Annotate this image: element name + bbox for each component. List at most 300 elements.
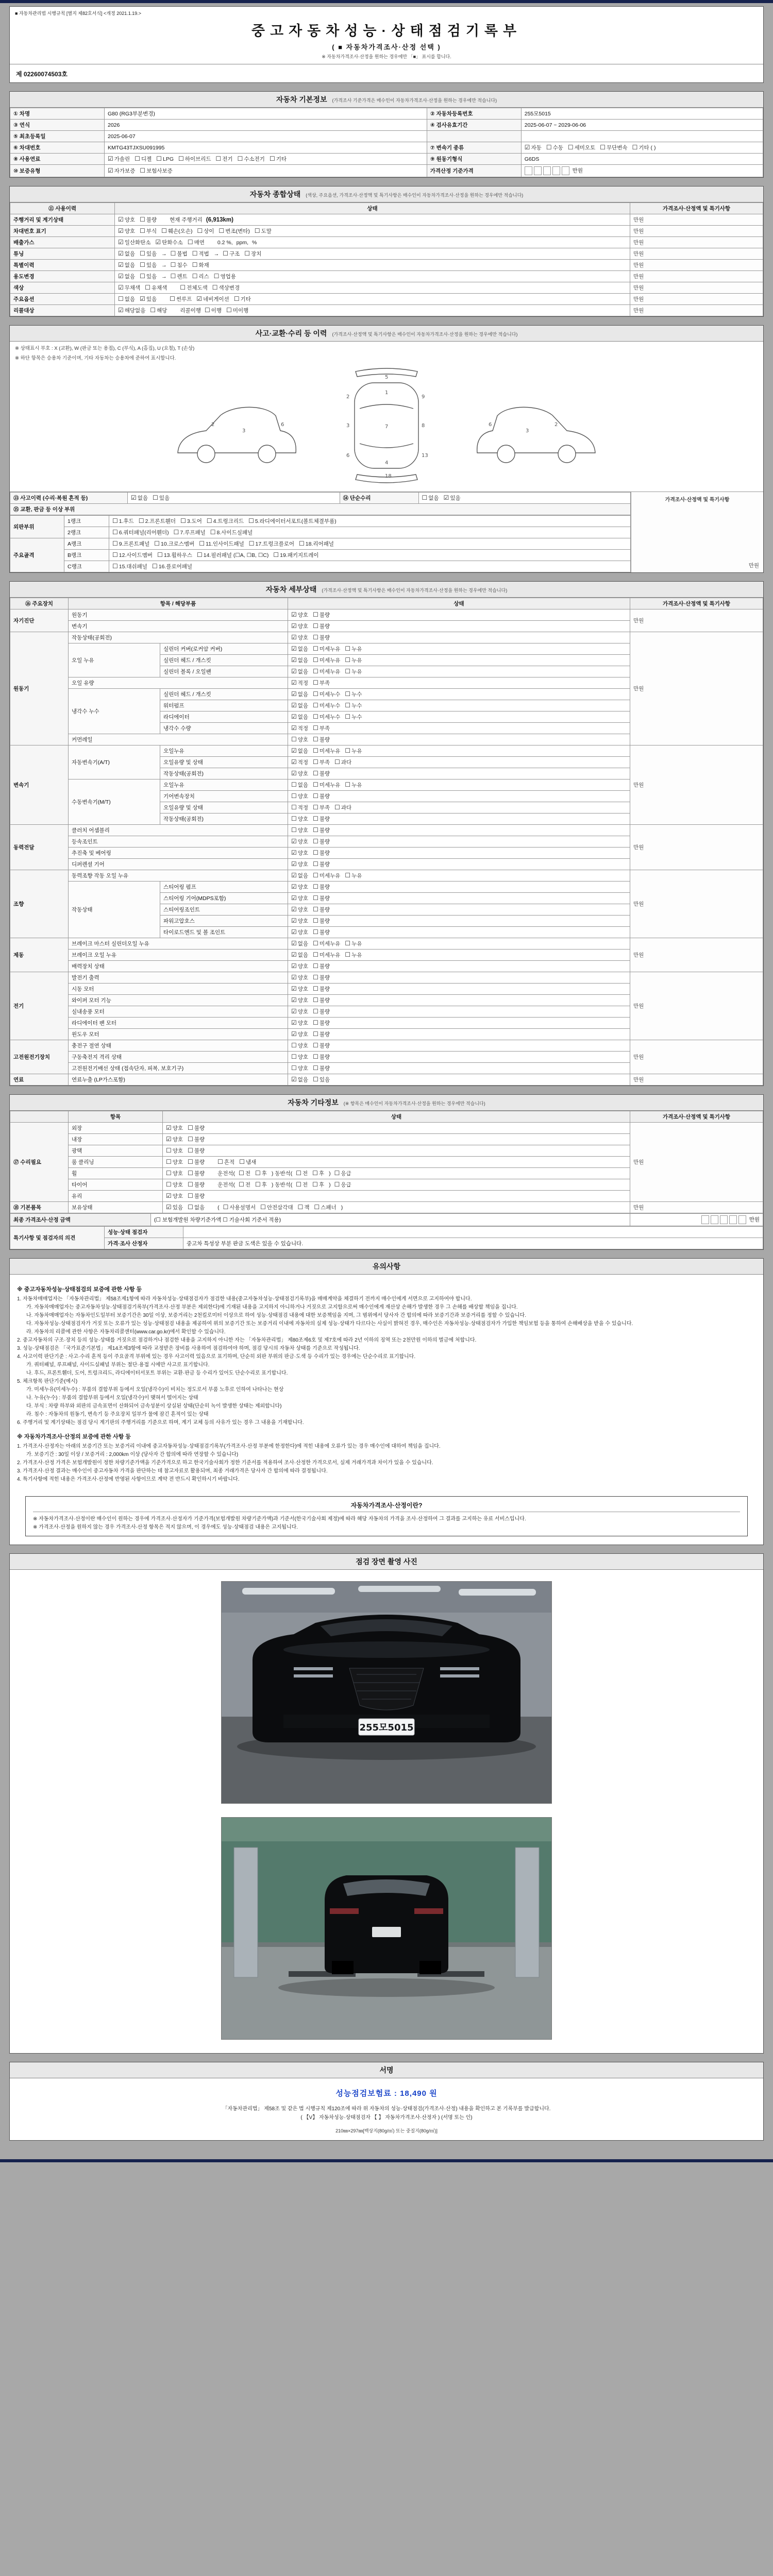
checkbox-icon[interactable]: ☐: [313, 940, 318, 947]
checkbox-icon[interactable]: ☐: [313, 747, 318, 754]
checkbox-icon[interactable]: ☐: [255, 1181, 261, 1188]
checkbox-icon[interactable]: ☐: [313, 724, 318, 732]
checkbox-icon[interactable]: ☐: [313, 985, 318, 992]
checkbox-checked-icon[interactable]: ☑: [118, 284, 124, 291]
checkbox-icon[interactable]: ☐: [291, 781, 297, 788]
checkbox-icon[interactable]: ☐: [313, 1019, 318, 1026]
checkbox-checked-icon[interactable]: ☑: [291, 974, 297, 981]
checkbox-label: 양호: [297, 850, 309, 856]
checkbox-icon[interactable]: ☐: [244, 250, 250, 257]
checkbox-icon[interactable]: ☐: [546, 144, 552, 151]
checkbox-icon[interactable]: ☐: [213, 273, 220, 280]
item-state: [288, 768, 630, 779]
checkbox-label: 6.쿼터패널(리어휀더): [119, 530, 169, 536]
rank-table: [10, 515, 631, 572]
checkbox-label: 후: [261, 1182, 267, 1188]
checkbox-icon[interactable]: ☐: [313, 770, 318, 777]
checkbox-checked-icon[interactable]: ☑: [118, 227, 124, 234]
checkbox-checked-icon[interactable]: ☑: [118, 307, 124, 314]
item-part: 실린더 커버(로커암 커버): [160, 643, 288, 655]
checkbox-icon[interactable]: ☐: [140, 250, 145, 257]
checkbox-icon[interactable]: ☐: [314, 1204, 320, 1211]
checkbox-checked-icon[interactable]: ☑: [291, 679, 297, 686]
checkbox-icon[interactable]: ☐: [313, 1064, 318, 1072]
checkbox-icon[interactable]: ☐: [112, 551, 118, 558]
col-item: 항목 / 해당부품: [69, 598, 288, 609]
checkbox-label: 화재: [198, 262, 209, 268]
checkbox-label: 누유: [351, 782, 362, 788]
notes-line: 가. 자동차매매업자는 중고자동차성능·상태점검기록부(가격조사·산정 부분은 제외한다)에 기재된 내용을 고지하지 아니하거나 거짓으로 고지함으로써 매수인에게 재산상 손해가 발생한 경우 그 손해를 배상할 책임을 집니다.: [26, 1304, 518, 1310]
warranty-type-options: [105, 165, 427, 177]
checkbox-icon[interactable]: ☐: [313, 736, 318, 743]
checkbox-icon[interactable]: ☐: [313, 838, 318, 845]
checkbox-icon[interactable]: ☐: [313, 996, 318, 1004]
checkbox-checked-icon[interactable]: ☑: [291, 962, 297, 970]
checkbox-label: 불량: [319, 623, 330, 630]
checkbox-icon[interactable]: ☐: [313, 883, 318, 890]
item-state: [288, 609, 630, 621]
checkbox-icon[interactable]: ☐: [313, 758, 318, 766]
usage-item-state: [115, 248, 630, 260]
usage-item-price: 만원: [630, 226, 763, 237]
checkbox-icon[interactable]: ☐: [313, 634, 318, 641]
checkbox-icon[interactable]: ☐: [345, 702, 351, 709]
repair-item-state: [163, 1179, 630, 1191]
item-name: 브레이크 오일 누유: [69, 950, 288, 961]
checkbox-checked-icon[interactable]: ☑: [291, 1019, 297, 1026]
checkbox-icon[interactable]: ☐: [173, 529, 179, 536]
checkbox-checked-icon[interactable]: ☑: [291, 849, 297, 856]
checkbox-icon[interactable]: ☐: [291, 1042, 297, 1049]
accident-table: [10, 492, 631, 515]
checkbox-icon[interactable]: ☐: [291, 1053, 297, 1060]
checkbox-icon[interactable]: ☐: [135, 155, 140, 162]
checkbox-icon[interactable]: ☐: [140, 273, 145, 280]
inline-text: ) 동반석(: [271, 1171, 293, 1177]
checkbox-label: 양호: [172, 1137, 183, 1143]
checkbox-checked-icon[interactable]: ☑: [118, 216, 124, 223]
repair-row: [10, 1123, 763, 1134]
checkbox-checked-icon[interactable]: ☑: [166, 1136, 172, 1143]
checkbox-checked-icon[interactable]: ☑: [166, 1124, 172, 1131]
checkbox-label: 불량: [194, 1148, 205, 1154]
repair-item-label: 광택: [69, 1145, 163, 1157]
checkbox-checked-icon[interactable]: ☑: [291, 872, 297, 879]
checkbox-label: 5.라디에이터서포트(볼트체결부품): [255, 518, 337, 524]
price-digit-box: [525, 166, 532, 175]
checkbox-icon[interactable]: ☐: [145, 284, 150, 291]
checkbox-icon[interactable]: ☐: [197, 227, 203, 234]
item-name: 고전원전기배선 상태 (접속단자, 피복, 보호기구): [69, 1063, 288, 1074]
checkbox-icon[interactable]: ☐: [313, 815, 318, 822]
checkbox-icon[interactable]: ☐: [188, 1158, 193, 1165]
checkbox-icon[interactable]: ☐: [204, 307, 210, 314]
notes-line: 나. 자동차매매업자는 자동차인도일부터 보증기간은 30일 이상, 보증거리는 2천킬로미터 이상으로 하여 성능·상태점검 내용에 대한 보증책임을 지며, 그 범위에서 당사자 간 합의에 따라 보증기간과 보증거리를 정할 수 있습니다.: [26, 1313, 526, 1318]
checkbox-icon[interactable]: ☐: [632, 144, 638, 151]
checkbox-checked-icon[interactable]: ☑: [291, 634, 297, 641]
checkbox-checked-icon[interactable]: ☑: [291, 940, 297, 947]
checkbox-icon[interactable]: ☐: [313, 906, 318, 913]
checkbox-icon[interactable]: ☐: [313, 917, 318, 924]
checkbox-checked-icon[interactable]: ☑: [291, 770, 297, 777]
checkbox-label: 침수: [177, 262, 188, 268]
checkbox-checked-icon[interactable]: ☑: [291, 758, 297, 766]
checkbox-icon[interactable]: ☐: [188, 1170, 193, 1177]
checkbox-checked-icon[interactable]: ☑: [291, 668, 297, 675]
checkbox-icon[interactable]: ☐: [112, 540, 118, 547]
checkbox-icon[interactable]: ☐: [239, 1181, 244, 1188]
checkbox-checked-icon[interactable]: ☑: [166, 1192, 172, 1199]
checkbox-icon[interactable]: ☐: [334, 1170, 340, 1177]
checkbox-label: 불량: [194, 1193, 205, 1199]
checkbox-icon[interactable]: ☐: [161, 227, 167, 234]
item-state: [288, 825, 630, 836]
checkbox-label: 미세누유: [319, 657, 341, 664]
checkbox-icon[interactable]: ☐: [313, 713, 318, 720]
checkbox-icon[interactable]: ☐: [170, 295, 175, 302]
transmission-options: [521, 142, 763, 154]
checkbox-checked-icon[interactable]: ☑: [155, 239, 161, 246]
inspection-period-label: ④ 검사유효기간: [427, 120, 521, 131]
checkbox-icon[interactable]: ☐: [313, 951, 318, 958]
item-part: 실린더 헤드 / 개스킷: [160, 689, 288, 700]
price-column-header: 가격조사·산정액 및 특기사항: [665, 497, 730, 503]
checkbox-icon[interactable]: ☐: [166, 1181, 172, 1188]
checkbox-icon[interactable]: ☐: [345, 781, 351, 788]
checkbox-icon[interactable]: ☐: [291, 826, 297, 834]
checkbox-label: 썬루프: [176, 296, 192, 302]
checkbox-checked-icon[interactable]: ☑: [524, 144, 530, 151]
rank-row: [10, 527, 631, 538]
checkbox-label: 누수: [351, 703, 362, 709]
checkbox-icon[interactable]: ☐: [312, 1181, 318, 1188]
checkbox-checked-icon[interactable]: ☑: [166, 1204, 172, 1211]
checkbox-icon[interactable]: ☐: [233, 295, 240, 302]
checkbox-icon[interactable]: ☐: [166, 1158, 172, 1165]
checkbox-icon[interactable]: ☐: [296, 1181, 302, 1188]
checkbox-checked-icon[interactable]: ☑: [118, 250, 124, 257]
checkbox-icon[interactable]: ☐: [254, 227, 260, 234]
checkbox-icon[interactable]: ☐: [313, 679, 318, 686]
checkbox-checked-icon[interactable]: ☑: [291, 928, 297, 936]
accident-left: [10, 492, 631, 572]
checkbox-label: 양호: [297, 793, 309, 800]
checkbox-icon[interactable]: ☐: [212, 284, 218, 291]
car-name-value: G80 (RG3부분변경): [105, 108, 427, 120]
checkbox-icon[interactable]: ☐: [248, 540, 255, 547]
checkbox-icon[interactable]: ☐: [156, 155, 162, 162]
checkbox-label: 양호: [297, 737, 309, 743]
checkbox-label: 하이브리드: [184, 156, 211, 162]
checkbox-icon[interactable]: ☐: [188, 1124, 193, 1131]
checkbox-icon[interactable]: ☐: [219, 227, 225, 234]
accident-grid: [10, 492, 763, 572]
checkbox-icon[interactable]: ☐: [192, 273, 198, 280]
vin-value: KMTG43TJXSU091995: [105, 142, 427, 154]
checkbox-icon[interactable]: ☐: [170, 250, 176, 257]
checkbox-checked-icon[interactable]: ☑: [118, 273, 124, 280]
checkbox-icon[interactable]: ☐: [313, 872, 318, 879]
checkbox-icon[interactable]: ☐: [313, 849, 318, 856]
checkbox-icon[interactable]: ☐: [345, 951, 351, 958]
checkbox-label: 불량: [319, 1031, 330, 1038]
item-state: [288, 643, 630, 655]
checkbox-icon[interactable]: ☐: [273, 551, 279, 558]
checkbox-icon[interactable]: ☐: [239, 1170, 244, 1177]
checkbox-icon[interactable]: ☐: [178, 155, 184, 162]
checkbox-icon[interactable]: ☐: [206, 517, 212, 524]
checkbox-icon[interactable]: ☐: [313, 622, 318, 630]
checkbox-icon[interactable]: ☐: [345, 690, 351, 698]
checkbox-checked-icon[interactable]: ☑: [443, 494, 449, 501]
checkbox-label: 가솔린: [114, 156, 130, 162]
checkbox-icon[interactable]: ☐: [313, 1076, 318, 1083]
checkbox-checked-icon[interactable]: ☑: [291, 622, 297, 630]
opinion-label: 특기사항 및 점검자의 의견: [10, 1227, 105, 1249]
checkbox-checked-icon[interactable]: ☑: [291, 1008, 297, 1015]
checkbox-icon[interactable]: ☐: [313, 792, 318, 800]
checkbox-checked-icon[interactable]: ☑: [291, 702, 297, 709]
checkbox-icon[interactable]: ☐: [345, 713, 351, 720]
group-price: 만원: [630, 1040, 763, 1074]
model-year-value: 2026: [105, 120, 427, 131]
checkbox-label: 불량: [319, 1054, 330, 1060]
checkbox-checked-icon[interactable]: ☑: [118, 239, 124, 246]
checkbox-icon[interactable]: ☐: [166, 1170, 172, 1177]
checkbox-icon[interactable]: ☐: [188, 1147, 193, 1154]
rank-row: [10, 550, 631, 561]
checkbox-icon[interactable]: ☐: [422, 494, 428, 501]
checkbox-label: 누유: [351, 646, 362, 652]
checkbox-icon[interactable]: ☐: [226, 307, 232, 314]
section-note: (가격조사·산정액 및 특기사항은 매수인이 자동차가격조사·산정을 원하는 경우에만 적습니다): [322, 588, 508, 593]
checkbox-icon[interactable]: ☐: [313, 702, 318, 709]
checkbox-icon[interactable]: ☐: [140, 227, 145, 234]
checkbox-icon[interactable]: ☐: [334, 758, 340, 766]
checkbox-icon[interactable]: ☐: [112, 563, 118, 570]
checkbox-icon[interactable]: ☐: [223, 1204, 229, 1211]
rank-row: [10, 538, 631, 550]
checkbox-label: 사용설명서: [229, 1205, 256, 1211]
checkbox-icon[interactable]: ☐: [112, 517, 118, 524]
checkbox-label: 부족: [319, 680, 330, 686]
checkbox-icon[interactable]: ☐: [345, 872, 351, 879]
checkbox-checked-icon[interactable]: ☑: [291, 656, 297, 664]
checkbox-icon[interactable]: ☐: [296, 1170, 302, 1177]
checkbox-icon[interactable]: ☐: [140, 216, 145, 223]
checkbox-icon[interactable]: ☐: [313, 974, 318, 981]
checkbox-icon[interactable]: ☐: [291, 1064, 297, 1072]
checkbox-icon[interactable]: ☐: [170, 273, 176, 280]
checkbox-icon[interactable]: ☐: [312, 1170, 318, 1177]
vin-label: ⑥ 차대번호: [10, 142, 105, 154]
signature-roles: ( 【V】 자동차성능·상태점검자 【 】 자동차가격조사·산정자 ) (서명 또는 인): [300, 2115, 473, 2121]
checkbox-icon[interactable]: ☐: [187, 239, 193, 246]
item-part: 작동상태(공회전): [160, 768, 288, 779]
checkbox-icon[interactable]: ☐: [313, 1053, 318, 1060]
checkbox-icon[interactable]: ☐: [154, 540, 160, 547]
checkbox-icon[interactable]: ☐: [313, 962, 318, 970]
checkbox-icon[interactable]: ☐: [291, 792, 297, 800]
checkbox-icon[interactable]: ☐: [248, 517, 254, 524]
checkbox-label: 있음: [450, 495, 461, 501]
checkbox-icon[interactable]: ☐: [180, 284, 186, 291]
device-name: 전기: [10, 972, 69, 1040]
checkbox-icon[interactable]: ☐: [152, 563, 158, 570]
checkbox-label: 구조: [229, 251, 240, 257]
checkbox-icon[interactable]: ☐: [223, 250, 229, 257]
checkbox-icon[interactable]: ☐: [269, 155, 275, 162]
checkbox-icon[interactable]: ☐: [313, 656, 318, 664]
checkbox-checked-icon[interactable]: ☑: [291, 860, 297, 868]
checkbox-icon[interactable]: ☐: [188, 1181, 193, 1188]
checkbox-icon[interactable]: ☐: [188, 1204, 193, 1211]
checkbox-icon[interactable]: ☐: [188, 1136, 193, 1143]
checkbox-checked-icon[interactable]: ☑: [291, 996, 297, 1004]
checkbox-icon[interactable]: ☐: [153, 494, 158, 501]
checkbox-checked-icon[interactable]: ☑: [140, 295, 145, 302]
detail-row: [10, 938, 763, 950]
checkbox-icon[interactable]: ☐: [188, 1192, 193, 1199]
svg-text:2: 2: [554, 422, 558, 428]
checkbox-icon[interactable]: ☐: [157, 551, 163, 558]
checkbox-icon[interactable]: ☐: [150, 307, 156, 314]
checkbox-checked-icon[interactable]: ☑: [291, 713, 297, 720]
checkbox-checked-icon[interactable]: ☑: [291, 917, 297, 924]
notes-line: 나. 후드, 프론트휀더, 도어, 트렁크리드, 라디에이터서포트 부위는 교환·판금 등 수리가 있어도 단순수리로 표기합니다.: [26, 1370, 288, 1376]
checkbox-label: 없음: [297, 748, 309, 754]
checkbox-icon[interactable]: ☐: [291, 736, 297, 743]
checkbox-icon[interactable]: ☐: [313, 1008, 318, 1015]
checkbox-icon[interactable]: ☐: [313, 860, 318, 868]
checkbox-icon[interactable]: ☐: [255, 1170, 261, 1177]
checkbox-checked-icon[interactable]: ☑: [108, 155, 113, 162]
checkbox-icon[interactable]: ☐: [170, 261, 176, 268]
checkbox-icon[interactable]: ☐: [567, 144, 574, 151]
checkbox-checked-icon[interactable]: ☑: [291, 1030, 297, 1038]
checkbox-checked-icon[interactable]: ☑: [291, 645, 297, 652]
checkbox-icon[interactable]: ☐: [313, 928, 318, 936]
checkbox-checked-icon[interactable]: ☑: [291, 1076, 297, 1083]
checkbox-checked-icon[interactable]: ☑: [291, 906, 297, 913]
checkbox-icon[interactable]: ☐: [600, 144, 606, 151]
checkbox-icon[interactable]: ☐: [217, 1158, 223, 1165]
checkbox-icon[interactable]: ☐: [180, 517, 186, 524]
checkbox-label: 안전삼각대: [266, 1205, 293, 1211]
checkbox-checked-icon[interactable]: ☑: [291, 838, 297, 845]
checkbox-icon[interactable]: ☐: [199, 540, 205, 547]
bottom-navy-bar: [0, 2159, 773, 2162]
checkbox-label: 후: [318, 1171, 325, 1177]
checkbox-icon[interactable]: ☐: [313, 826, 318, 834]
repair-item-label: 휠: [69, 1168, 163, 1179]
checkbox-icon[interactable]: ☐: [239, 1158, 245, 1165]
checkbox-label: 3.도어: [187, 518, 202, 524]
item-state: [288, 972, 630, 984]
checkbox-label: 있음: [146, 296, 157, 302]
checkbox-icon[interactable]: ☐: [210, 529, 216, 536]
checkbox-icon[interactable]: ☐: [313, 645, 318, 652]
checkbox-checked-icon[interactable]: ☑: [131, 494, 137, 501]
checkbox-icon[interactable]: ☐: [192, 261, 198, 268]
group-price: 만원: [630, 609, 763, 632]
checkbox-label: 영업용: [220, 274, 236, 280]
checkbox-label: 양호: [297, 1020, 309, 1026]
checkbox-checked-icon[interactable]: ☑: [291, 724, 297, 732]
checkbox-label: 없음: [297, 703, 309, 709]
checkbox-icon[interactable]: ☐: [291, 804, 297, 811]
checkbox-icon[interactable]: ☐: [313, 668, 318, 675]
checkbox-icon[interactable]: ☐: [313, 781, 318, 788]
checkbox-icon[interactable]: ☐: [197, 551, 203, 558]
checkbox-checked-icon[interactable]: ☑: [291, 985, 297, 992]
checkbox-icon[interactable]: ☐: [334, 804, 340, 811]
checkbox-icon[interactable]: ☐: [299, 540, 305, 547]
checkbox-icon[interactable]: ☐: [166, 1147, 172, 1154]
item-part: 오일누유: [160, 779, 288, 791]
checkbox-checked-icon[interactable]: ☑: [108, 167, 113, 174]
checkbox-icon[interactable]: ☐: [313, 1042, 318, 1049]
checkbox-icon[interactable]: ☐: [313, 690, 318, 698]
checkbox-checked-icon[interactable]: ☑: [291, 951, 297, 958]
checkbox-icon[interactable]: ☐: [313, 894, 318, 902]
checkbox-label: 19.패키지트레이: [280, 552, 319, 558]
checkbox-checked-icon[interactable]: ☑: [291, 894, 297, 902]
checkbox-icon[interactable]: ☐: [112, 529, 118, 536]
checkbox-checked-icon[interactable]: ☑: [196, 295, 203, 302]
checkbox-icon[interactable]: ☐: [297, 1204, 304, 1211]
checkbox-icon[interactable]: ☐: [345, 940, 351, 947]
repair-item-label: 외장: [69, 1123, 163, 1134]
checkbox-icon[interactable]: ☐: [192, 250, 198, 257]
checkbox-icon[interactable]: ☐: [291, 815, 297, 822]
checkbox-icon[interactable]: ☐: [334, 1181, 340, 1188]
notes-line: 다. 자동차성능·상태점검자가 거짓 또는 오류가 있는 성능·상태점검 내용을 제공하여 위의 보증기간 또는 보증거리 이내에 자동차의 실제 성능·상태가 다르다는 사실이 밝혀진 경우, 매수인은 자동차성능·상태점검자가 가입한 책임보험 등을 통하여 손해배상을 받을 수 있습니다.: [26, 1321, 633, 1327]
checkbox-icon[interactable]: ☐: [313, 611, 318, 618]
checkbox-icon[interactable]: ☐: [313, 1030, 318, 1038]
svg-text:1: 1: [385, 390, 389, 396]
checkbox-icon[interactable]: ☐: [118, 295, 124, 302]
checkbox-checked-icon[interactable]: ☑: [291, 611, 297, 618]
item-state: [288, 870, 630, 882]
table-header-row: [10, 1111, 763, 1123]
checkbox-label: 기타: [240, 296, 251, 302]
item-state: [288, 689, 630, 700]
checkbox-icon[interactable]: ☐: [138, 517, 144, 524]
checkbox-icon[interactable]: ☐: [345, 747, 351, 754]
checkbox-icon[interactable]: ☐: [215, 155, 222, 162]
checkbox-icon[interactable]: ☐: [345, 645, 351, 652]
checkbox-label: 15.대쉬패널: [119, 564, 147, 570]
checkbox-icon[interactable]: ☐: [345, 668, 351, 675]
checkbox-icon[interactable]: ☐: [237, 155, 243, 162]
checkbox-icon[interactable]: ☐: [313, 804, 318, 811]
checkbox-checked-icon[interactable]: ☑: [118, 261, 124, 268]
checkbox-icon[interactable]: ☐: [140, 261, 145, 268]
section-title-basic: [10, 92, 763, 108]
item-state: [288, 802, 630, 814]
checkbox-checked-icon[interactable]: ☑: [291, 747, 297, 754]
checkbox-checked-icon[interactable]: ☑: [291, 883, 297, 890]
checkbox-label: 8.사이드실패널: [216, 530, 253, 536]
checkbox-icon[interactable]: ☐: [260, 1204, 266, 1211]
usage-item-label: 용도변경: [10, 271, 115, 282]
checkbox-icon[interactable]: ☐: [140, 167, 146, 174]
checkbox-label: 7.루프패널: [180, 530, 206, 536]
checkbox-icon[interactable]: ☐: [345, 656, 351, 664]
checkbox-checked-icon[interactable]: ☑: [291, 690, 297, 698]
notes-line: 라. 자동차의 리콜에 관한 사항은 자동차리콜센터(www.car.go.kr)에서 확인할 수 있습니다.: [26, 1329, 226, 1335]
